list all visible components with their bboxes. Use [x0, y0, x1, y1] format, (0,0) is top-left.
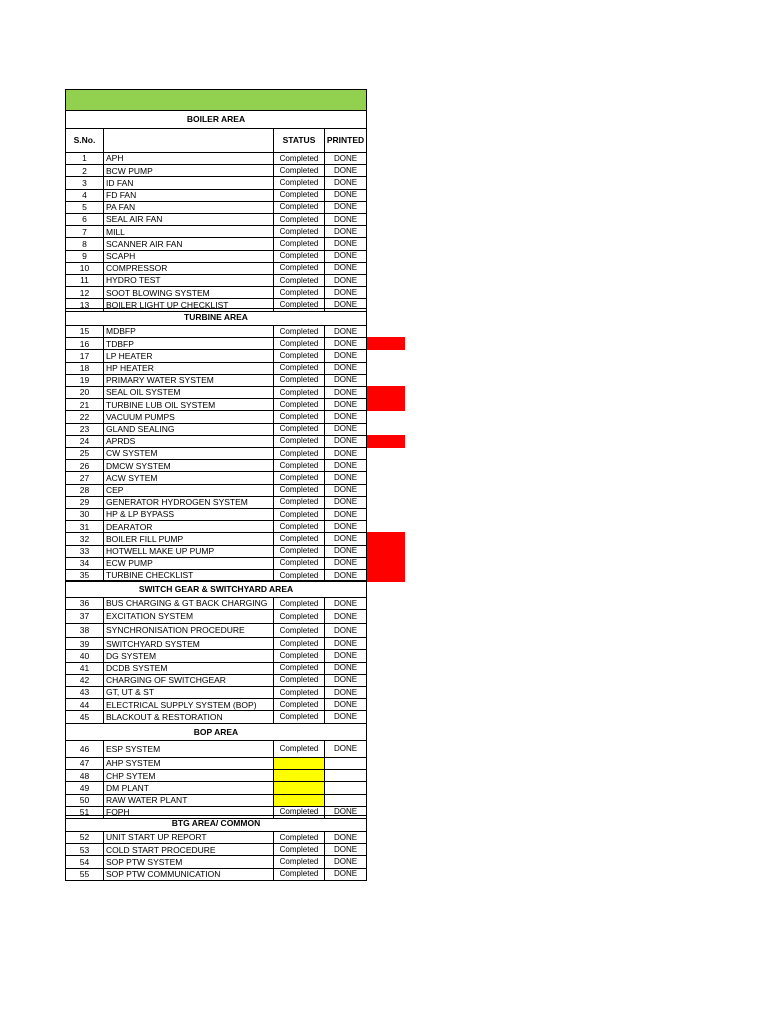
- row-item-name[interactable]: SEAL OIL SYSTEM: [103, 386, 274, 399]
- row-item-name[interactable]: GENERATOR HYDROGEN SYSTEM: [103, 496, 274, 509]
- row-status[interactable]: Completed: [273, 843, 325, 856]
- header-item: [103, 128, 274, 153]
- row-item-name[interactable]: MILL: [103, 225, 274, 238]
- row-status[interactable]: Completed: [273, 298, 325, 311]
- red-flag-marker: [367, 398, 405, 411]
- row-status[interactable]: Completed: [273, 225, 325, 238]
- row-printed: DONE: [324, 362, 367, 375]
- row-status[interactable]: Completed: [273, 435, 325, 448]
- row-printed: DONE: [324, 637, 367, 650]
- row-sno: 55: [65, 868, 104, 881]
- row-sno: 49: [65, 781, 104, 794]
- row-status[interactable]: Completed: [273, 597, 325, 610]
- row-item-name[interactable]: HP HEATER: [103, 362, 274, 375]
- row-item-name[interactable]: SYNCHRONISATION PROCEDURE: [103, 623, 274, 638]
- row-sno: 5: [65, 201, 104, 214]
- section-header: BOP AREA: [65, 723, 367, 741]
- row-sno: 29: [65, 496, 104, 509]
- row-status[interactable]: Completed: [273, 740, 325, 758]
- row-printed: DONE: [324, 201, 367, 214]
- row-sno: 22: [65, 410, 104, 423]
- row-item-name[interactable]: ELECTRICAL SUPPLY SYSTEM (BOP): [103, 698, 274, 711]
- row-item-name[interactable]: ID FAN: [103, 176, 274, 189]
- row-sno: 20: [65, 386, 104, 399]
- row-sno: 7: [65, 225, 104, 238]
- row-printed: DONE: [324, 435, 367, 448]
- row-sno: 16: [65, 337, 104, 350]
- row-item-name[interactable]: BCW PUMP: [103, 164, 274, 177]
- row-status[interactable]: Completed: [273, 508, 325, 521]
- row-status[interactable]: Completed: [273, 471, 325, 484]
- row-sno: 28: [65, 484, 104, 497]
- row-item-name[interactable]: BLACKOUT & RESTORATION: [103, 710, 274, 723]
- row-sno: 11: [65, 274, 104, 287]
- row-item-name[interactable]: SEAL AIR FAN: [103, 213, 274, 226]
- row-printed: DONE: [324, 189, 367, 202]
- row-printed: DONE: [324, 569, 367, 582]
- row-sno: 46: [65, 740, 104, 758]
- row-status[interactable]: Completed: [273, 386, 325, 399]
- row-printed: DONE: [324, 447, 367, 460]
- row-printed: DONE: [324, 398, 367, 411]
- section-header: BTG AREA/ COMMON: [65, 815, 367, 832]
- section-header: TURBINE AREA: [65, 308, 367, 326]
- row-sno: 18: [65, 362, 104, 375]
- row-status[interactable]: [273, 794, 325, 807]
- row-sno: 47: [65, 757, 104, 770]
- row-printed: DONE: [324, 274, 367, 287]
- row-printed: DONE: [324, 423, 367, 436]
- row-item-name[interactable]: SCAPH: [103, 250, 274, 263]
- row-status[interactable]: Completed: [273, 623, 325, 638]
- row-item-name[interactable]: SWITCHYARD SYSTEM: [103, 637, 274, 650]
- row-printed: DONE: [324, 250, 367, 263]
- row-status[interactable]: Completed: [273, 520, 325, 533]
- row-item-name[interactable]: VACUUM PUMPS: [103, 410, 274, 423]
- row-sno: 36: [65, 597, 104, 610]
- row-printed: DONE: [324, 298, 367, 311]
- row-sno: 54: [65, 855, 104, 868]
- row-sno: 30: [65, 508, 104, 521]
- section-header: BOILER AREA: [65, 110, 367, 129]
- row-item-name[interactable]: DG SYSTEM: [103, 649, 274, 662]
- row-item-name[interactable]: AHP SYSTEM: [103, 757, 274, 770]
- row-status[interactable]: Completed: [273, 213, 325, 226]
- row-printed: DONE: [324, 545, 367, 558]
- row-status[interactable]: Completed: [273, 557, 325, 570]
- row-status[interactable]: Completed: [273, 447, 325, 460]
- row-sno: 53: [65, 843, 104, 856]
- row-item-name[interactable]: APRDS: [103, 435, 274, 448]
- red-flag-marker: [367, 337, 405, 350]
- row-item-name[interactable]: RAW WATER PLANT: [103, 794, 274, 807]
- row-status[interactable]: Completed: [273, 637, 325, 650]
- row-sno: 24: [65, 435, 104, 448]
- row-status[interactable]: Completed: [273, 662, 325, 675]
- row-status[interactable]: Completed: [273, 410, 325, 423]
- row-item-name[interactable]: PRIMARY WATER SYSTEM: [103, 374, 274, 387]
- row-item-name[interactable]: CHARGING OF SWITCHGEAR: [103, 674, 274, 687]
- row-status[interactable]: Completed: [273, 698, 325, 711]
- row-printed: DONE: [324, 843, 367, 856]
- row-sno: 34: [65, 557, 104, 570]
- row-status[interactable]: Completed: [273, 532, 325, 545]
- row-printed: DONE: [324, 674, 367, 687]
- row-status[interactable]: Completed: [273, 337, 325, 350]
- row-status[interactable]: Completed: [273, 423, 325, 436]
- row-item-name[interactable]: APH: [103, 152, 274, 165]
- row-sno: 44: [65, 698, 104, 711]
- red-flag-marker: [367, 557, 405, 570]
- row-item-name[interactable]: LP HEATER: [103, 349, 274, 362]
- row-printed: DONE: [324, 374, 367, 387]
- row-sno: 33: [65, 545, 104, 558]
- row-status[interactable]: Completed: [273, 569, 325, 582]
- row-printed: DONE: [324, 623, 367, 638]
- row-sno: 8: [65, 237, 104, 250]
- row-status[interactable]: Completed: [273, 164, 325, 177]
- row-printed: [324, 794, 367, 807]
- row-item-name[interactable]: HP & LP BYPASS: [103, 508, 274, 521]
- row-status[interactable]: Completed: [273, 286, 325, 299]
- row-printed: DONE: [324, 325, 367, 338]
- row-sno: 48: [65, 769, 104, 782]
- red-flag-marker: [367, 545, 405, 558]
- row-item-name[interactable]: FD FAN: [103, 189, 274, 202]
- row-sno: 41: [65, 662, 104, 675]
- row-status[interactable]: Completed: [273, 201, 325, 214]
- row-printed: DONE: [324, 698, 367, 711]
- row-sno: 25: [65, 447, 104, 460]
- row-status[interactable]: Completed: [273, 484, 325, 497]
- row-item-name[interactable]: HOTWELL MAKE UP PUMP: [103, 545, 274, 558]
- row-item-name[interactable]: BUS CHARGING & GT BACK CHARGING: [103, 597, 274, 610]
- row-sno: 13: [65, 298, 104, 311]
- header-status: STATUS: [273, 128, 325, 153]
- row-status[interactable]: Completed: [273, 250, 325, 263]
- row-item-name[interactable]: GLAND SEALING: [103, 423, 274, 436]
- row-item-name[interactable]: DEARATOR: [103, 520, 274, 533]
- row-item-name[interactable]: PA FAN: [103, 201, 274, 214]
- row-sno: 4: [65, 189, 104, 202]
- row-item-name[interactable]: BOILER FILL PUMP: [103, 532, 274, 545]
- row-item-name[interactable]: MDBFP: [103, 325, 274, 338]
- row-item-name[interactable]: TDBFP: [103, 337, 274, 350]
- row-printed: DONE: [324, 286, 367, 299]
- row-printed: DONE: [324, 520, 367, 533]
- row-printed: DONE: [324, 806, 367, 819]
- row-sno: 21: [65, 398, 104, 411]
- row-printed: DONE: [324, 649, 367, 662]
- row-item-name[interactable]: SOP PTW SYSTEM: [103, 855, 274, 868]
- row-printed: DONE: [324, 508, 367, 521]
- row-printed: DONE: [324, 597, 367, 610]
- row-printed: DONE: [324, 662, 367, 675]
- row-sno: 40: [65, 649, 104, 662]
- row-item-name[interactable]: TURBINE CHECKLIST: [103, 569, 274, 582]
- row-sno: 37: [65, 609, 104, 624]
- row-printed: DONE: [324, 262, 367, 275]
- row-status[interactable]: Completed: [273, 649, 325, 662]
- row-status[interactable]: Completed: [273, 152, 325, 165]
- row-status[interactable]: Completed: [273, 496, 325, 509]
- row-item-name[interactable]: SOOT BLOWING SYSTEM: [103, 286, 274, 299]
- row-sno: 45: [65, 710, 104, 723]
- row-status[interactable]: Completed: [273, 176, 325, 189]
- row-status[interactable]: Completed: [273, 274, 325, 287]
- row-sno: 50: [65, 794, 104, 807]
- red-flag-marker: [367, 532, 405, 545]
- row-item-name[interactable]: SCANNER AIR FAN: [103, 237, 274, 250]
- row-sno: 35: [65, 569, 104, 582]
- row-item-name[interactable]: DCDB SYSTEM: [103, 662, 274, 675]
- row-printed: DONE: [324, 349, 367, 362]
- row-status[interactable]: Completed: [273, 545, 325, 558]
- row-printed: DONE: [324, 532, 367, 545]
- row-status[interactable]: Completed: [273, 806, 325, 819]
- row-printed: [324, 781, 367, 794]
- red-flag-marker: [367, 569, 405, 582]
- row-sno: 12: [65, 286, 104, 299]
- row-status[interactable]: [273, 769, 325, 782]
- row-printed: DONE: [324, 484, 367, 497]
- row-status[interactable]: Completed: [273, 674, 325, 687]
- row-sno: 19: [65, 374, 104, 387]
- row-printed: [324, 769, 367, 782]
- row-printed: DONE: [324, 237, 367, 250]
- row-printed: DONE: [324, 855, 367, 868]
- row-printed: DONE: [324, 496, 367, 509]
- header-sno: S.No.: [65, 128, 104, 153]
- row-item-name[interactable]: COLD START PROCEDURE: [103, 843, 274, 856]
- row-printed: DONE: [324, 459, 367, 472]
- row-sno: 9: [65, 250, 104, 263]
- row-sno: 6: [65, 213, 104, 226]
- row-status[interactable]: Completed: [273, 374, 325, 387]
- row-printed: DONE: [324, 740, 367, 758]
- row-item-name[interactable]: SOP PTW COMMUNICATION: [103, 868, 274, 881]
- row-item-name[interactable]: EXCITATION SYSTEM: [103, 609, 274, 624]
- row-printed: DONE: [324, 386, 367, 399]
- title-bar: [65, 89, 367, 111]
- row-sno: 2: [65, 164, 104, 177]
- row-printed: DONE: [324, 868, 367, 881]
- row-sno: 17: [65, 349, 104, 362]
- row-status[interactable]: Completed: [273, 855, 325, 868]
- row-item-name[interactable]: BOILER LIGHT UP CHECKLIST: [103, 298, 274, 311]
- row-item-name[interactable]: UNIT START UP REPORT: [103, 831, 274, 844]
- row-sno: 43: [65, 686, 104, 699]
- row-item-name[interactable]: GT, UT & ST: [103, 686, 274, 699]
- row-printed: DONE: [324, 710, 367, 723]
- row-item-name[interactable]: HYDRO TEST: [103, 274, 274, 287]
- row-printed: DONE: [324, 164, 367, 177]
- row-sno: 1: [65, 152, 104, 165]
- row-sno: 3: [65, 176, 104, 189]
- row-status[interactable]: Completed: [273, 686, 325, 699]
- row-sno: 42: [65, 674, 104, 687]
- row-printed: DONE: [324, 176, 367, 189]
- row-item-name[interactable]: DMCW SYSTEM: [103, 459, 274, 472]
- row-sno: 15: [65, 325, 104, 338]
- row-printed: DONE: [324, 213, 367, 226]
- row-printed: DONE: [324, 225, 367, 238]
- row-status[interactable]: Completed: [273, 325, 325, 338]
- row-sno: 31: [65, 520, 104, 533]
- row-status[interactable]: Completed: [273, 237, 325, 250]
- row-sno: 27: [65, 471, 104, 484]
- row-sno: 51: [65, 806, 104, 819]
- row-status[interactable]: [273, 781, 325, 794]
- row-item-name[interactable]: DM PLANT: [103, 781, 274, 794]
- row-item-name[interactable]: ECW PUMP: [103, 557, 274, 570]
- row-printed: DONE: [324, 557, 367, 570]
- row-sno: 39: [65, 637, 104, 650]
- row-printed: DONE: [324, 831, 367, 844]
- header-printed: PRINTED: [324, 128, 367, 153]
- row-printed: DONE: [324, 152, 367, 165]
- row-item-name[interactable]: ESP SYSTEM: [103, 740, 274, 758]
- row-status[interactable]: Completed: [273, 831, 325, 844]
- section-header: SWITCH GEAR & SWITCHYARD AREA: [65, 580, 367, 598]
- row-sno: 23: [65, 423, 104, 436]
- red-flag-marker: [367, 435, 405, 448]
- row-status[interactable]: Completed: [273, 609, 325, 624]
- row-status[interactable]: Completed: [273, 362, 325, 375]
- row-sno: 10: [65, 262, 104, 275]
- row-item-name[interactable]: CW SYSTEM: [103, 447, 274, 460]
- row-printed: DONE: [324, 410, 367, 423]
- row-status[interactable]: Completed: [273, 398, 325, 411]
- row-printed: DONE: [324, 471, 367, 484]
- row-status[interactable]: Completed: [273, 189, 325, 202]
- row-printed: DONE: [324, 609, 367, 624]
- row-sno: 52: [65, 831, 104, 844]
- row-sno: 32: [65, 532, 104, 545]
- row-sno: 26: [65, 459, 104, 472]
- row-status[interactable]: Completed: [273, 710, 325, 723]
- row-status[interactable]: Completed: [273, 459, 325, 472]
- row-item-name[interactable]: ACW SYTEM: [103, 471, 274, 484]
- row-status[interactable]: Completed: [273, 262, 325, 275]
- row-item-name[interactable]: CHP SYTEM: [103, 769, 274, 782]
- row-sno: 38: [65, 623, 104, 638]
- row-printed: DONE: [324, 686, 367, 699]
- row-status[interactable]: Completed: [273, 349, 325, 362]
- row-status[interactable]: Completed: [273, 868, 325, 881]
- row-item-name[interactable]: FOPH: [103, 806, 274, 819]
- row-item-name[interactable]: COMPRESSOR: [103, 262, 274, 275]
- row-item-name[interactable]: CEP: [103, 484, 274, 497]
- row-item-name[interactable]: TURBINE LUB OIL SYSTEM: [103, 398, 274, 411]
- row-printed: DONE: [324, 337, 367, 350]
